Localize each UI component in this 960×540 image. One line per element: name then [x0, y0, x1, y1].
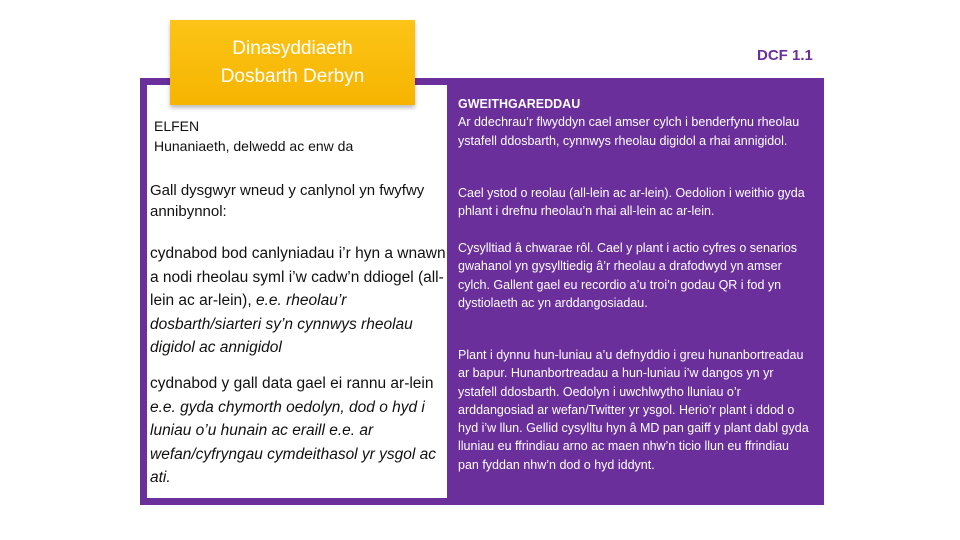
- item1-example: e.e. rheolau’r dosbarth/siarteri sy’n cynnwys rheolau digidol ac annigidol: [150, 292, 413, 356]
- activity-3: Cysylltiad â chwarae rôl. Cael y plant i actio cyfres o senarios gwahanol yn gysylltiedig â’r rheolau a drafodwyd yn amser cylch. Gallent gael eu recordio a’u troi’n godau QR i fod yn dystiolaeth ac yn arddangosiadau.: [458, 241, 798, 310]
- learning-item-1: [150, 242, 450, 360]
- activity-4: Plant i dynnu hun-luniau a’u defnyddio i greu hunanbortreadau ar bapur. Hunanbortreadau a hun-luniau i’w dangos yn yr ystafell ddosbarth. Oedolyn i uwchlwytho lluniau o’r arddangosiad ar wefan/Twitter yr ysgol. Herio’r plant i ddod o hyd i’w llun. Gellid cysylltu hyn â MD pan gaiff y plant dabl gyda lluniau eu ffrindiau arno ac maen nhw’n ticio llun eu ffrindiau pan fyddan nhw’n dod o hyd iddynt.: [458, 348, 809, 472]
- activity-1: Ar ddechrau’r flwyddyn cael amser cylch i benderfynu rheolau ystafell ddosbarth, cynnwys rheolau digidol a rhai annigidol.: [458, 115, 800, 148]
- item1-text: cydnabod bod canlyniadau i’r hyn a wnawn a nodi rheolau syml i’w cadw’n ddiogel (all-lein ac ar-lein),: [150, 245, 446, 309]
- title-line-1: Dinasyddiaeth: [232, 37, 353, 59]
- title-box: [170, 20, 415, 105]
- activity-2: Cael ystod o reolau (all-lein ac ar-lein). Oedolion i weithio gyda phlant i drefnu rheolau’n rhai all-lein ac ar-lein.: [458, 186, 805, 219]
- activities-heading: GWEITHGAREDDAU: [458, 97, 581, 111]
- learning-item-2: [150, 372, 446, 490]
- activities-intro: [458, 95, 813, 150]
- item2-example: e.e. gyda chymorth oedolyn, dod o hyd i luniau o’u hunain ac eraill e.e. ar wefan/cyfryngau cymdeithasol yr ysgol ac ati.: [150, 398, 437, 486]
- dcf-code: DCF 1.1: [757, 47, 813, 64]
- learners-intro: Gall dysgwyr wneud y canlynol yn fwyfwy annibynnol:: [150, 182, 425, 220]
- item2-text: cydnabod y gall data gael ei rannu ar-lein: [150, 375, 434, 392]
- element-block: [154, 116, 444, 156]
- element-label: ELFEN: [154, 118, 200, 134]
- title-line-2: Dosbarth Derbyn: [220, 65, 365, 87]
- element-name: Hunaniaeth, delwedd ac enw da: [154, 138, 354, 154]
